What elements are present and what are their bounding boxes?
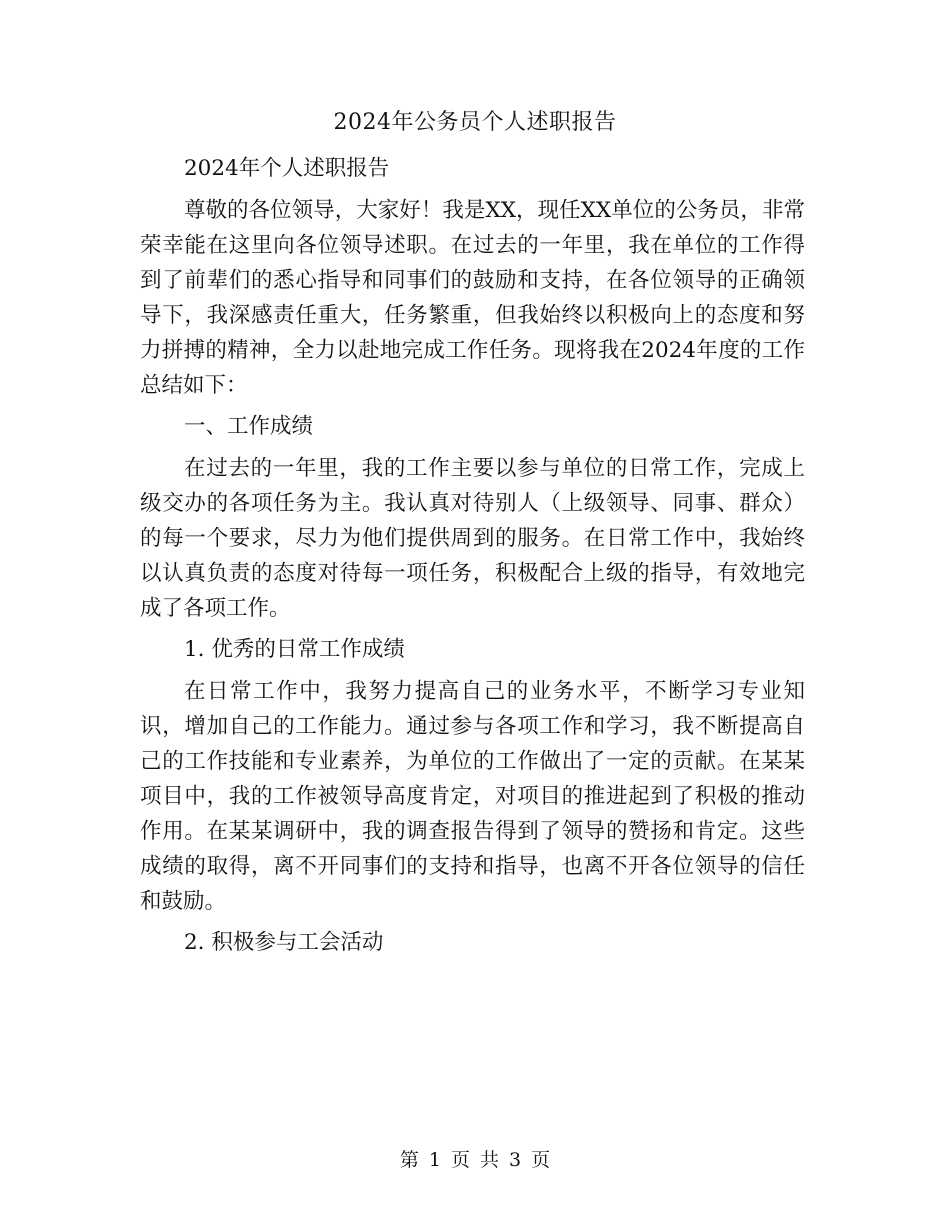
document-title: 2024年公务员个人述职报告 <box>333 110 617 135</box>
subheading-union-activities: 2. 积极参与工会活动 <box>184 930 384 955</box>
intro-paragraph: 尊敬的各位领导，大家好！我是XX，现任XX单位的公务员，非常荣幸能在这里向各位领导述职。在过去的一年里，我在单位的工作得到了前辈们的悉心指导和同事们的鼓励和支持，在各位领导的正确领导下，我深感责任重大，任务繁重，但我始终以积极向上的态度和努力拼搏的精神，全力以赴地完成工作任务。现将我在2024年度的工作总结如下： <box>140 197 805 398</box>
daily-work-paragraph: 在日常工作中，我努力提高自己的业务水平，不断学习专业知识，增加自己的工作能力。通过参与各项工作和学习，我不断提高自己的工作技能和专业素养，为单位的工作做出了一定的贡献。在某某项目中，我的工作被领导高度肯定，对项目的推进起到了积极的推动作用。在某某调研中，我的调查报告得到了领导的赞扬和肯定。这些成绩的取得，离不开同事们的支持和指导，也离不开各位领导的信任和鼓励。 <box>140 678 805 914</box>
subheading-daily-work: 1. 优秀的日常工作成绩 <box>184 637 405 662</box>
section-heading-work-results: 一、工作成绩 <box>184 414 314 439</box>
page-number-footer: 第 1 页 共 3 页 <box>399 1149 551 1171</box>
document-body <box>140 151 805 960</box>
work-results-paragraph: 在过去的一年里，我的工作主要以参与单位的日常工作，完成上级交办的各项任务为主。我认真对待别人（上级领导、同事、群众）的每一个要求，尽力为他们提供周到的服务。在日常工作中，我始终以认真负责的态度对待每一项任务，积极配合上级的指导，有效地完成了各项工作。 <box>140 455 805 621</box>
subtitle-paragraph: 2024年个人述职报告 <box>184 156 390 181</box>
